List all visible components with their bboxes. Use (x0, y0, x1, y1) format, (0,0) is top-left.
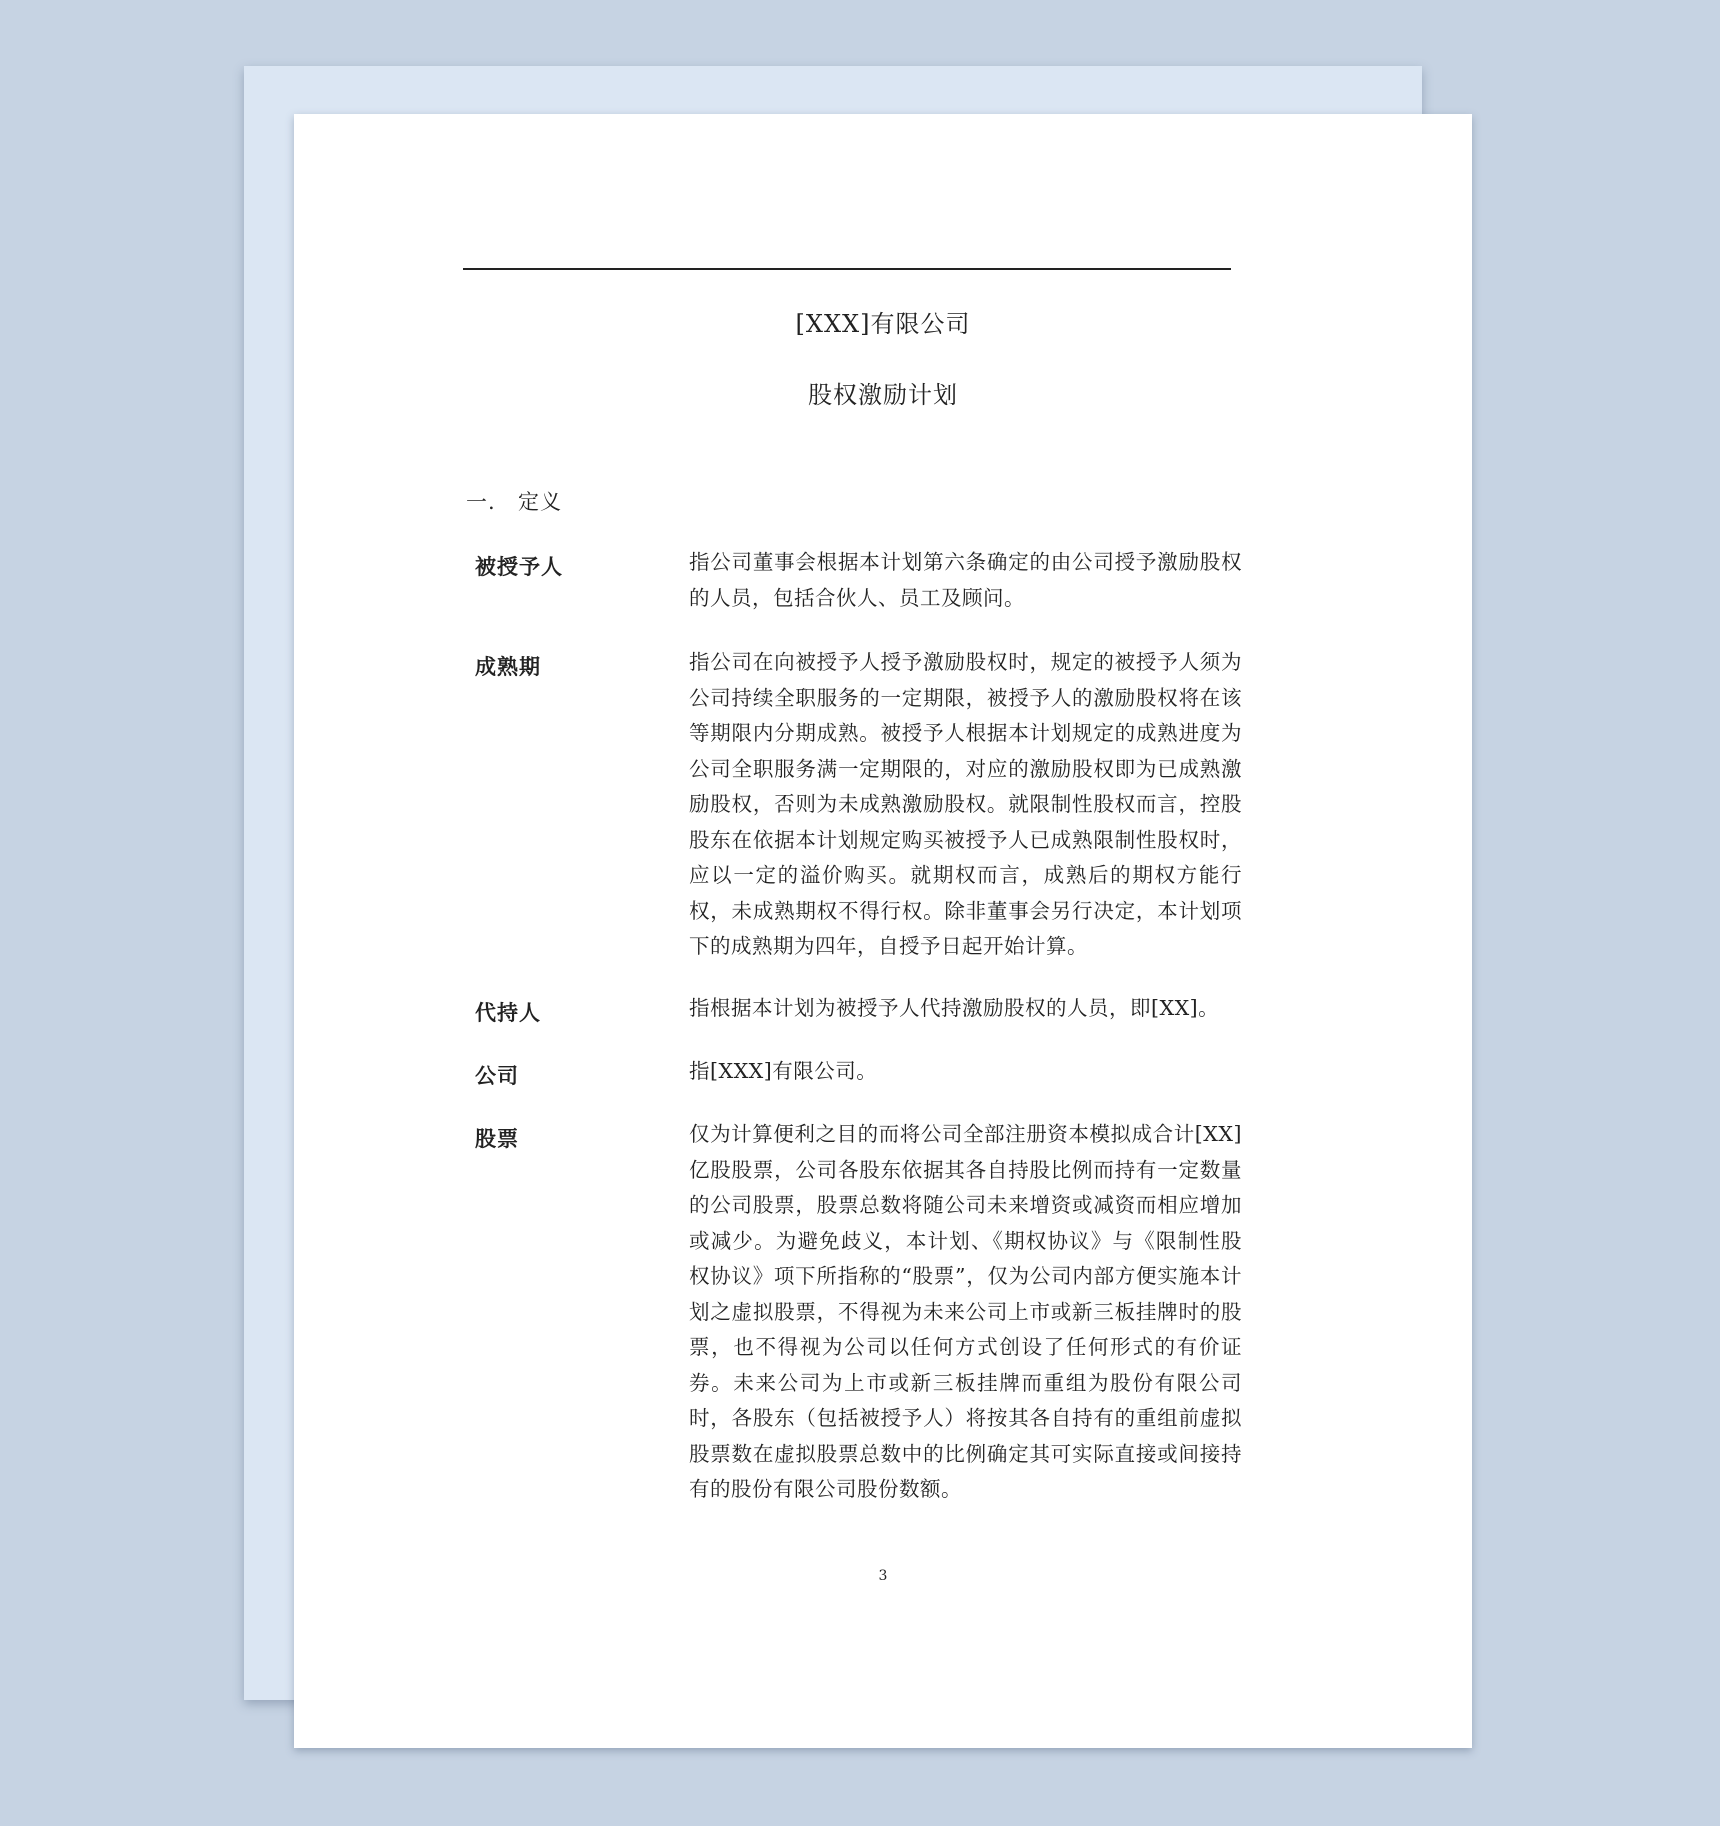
term-definition: 仅为计算便利之目的而将公司全部注册资本模拟成合计[XX]亿股股票，公司各股东依据其各自持股比例而持有一定数量的公司股票，股票总数将随公司未来增资或减资而相应增加或减少。为避免歧义，本计划、《期权协议》与《限制性股权协议》项下所指称的“股票”，仅为公司内部方便实施本计划之虚拟股票，不得视为未来公司上市或新三板挂牌时的股票，也不得视为公司以任何方式创设了任何形式的有价证券。未来公司为上市或新三板挂牌而重组为股份有限公司时，各股东（包括被授予人）将按其各自持有的重组前虚拟股票数在虚拟股票总数中的比例确定其可实际直接或间接持有的股份有限公司股份数额。 (689, 1122, 1242, 1501)
plan-title: 股权激励计划 (808, 381, 958, 409)
term-definition: 指根据本计划为被授予人代持激励股权的人员，即[XX]。 (689, 996, 1220, 1020)
term-definition: 指公司董事会根据本计划第六条确定的由公司授予激励股权的人员，包括合伙人、员工及顾问。 (689, 550, 1242, 610)
term-label: 成熟期 (475, 654, 541, 679)
section-heading (466, 486, 562, 516)
company-title: [XXX]有限公司 (795, 310, 971, 338)
header-rule (463, 268, 1231, 270)
page-number: 3 (878, 1568, 888, 1584)
term-label: 股票 (475, 1126, 519, 1151)
term-definition: 指公司在向被授予人授予激励股权时，规定的被授予人须为公司持续全职服务的一定期限，被授予人的激励股权将在该等期限内分期成熟。被授予人根据本计划规定的成熟进度为公司全职服务满一定期限的，对应的激励股权即为已成熟激励股权，否则为未成熟激励股权。就限制性股权而言，控股股东在依据本计划规定购买被授予人已成熟限制性股权时，应以一定的溢价购买。就期权而言，成熟后的期权方能行权，未成熟期权不得行权。除非董事会另行决定，本计划项下的成熟期为四年，自授予日起开始计算。 (689, 650, 1242, 958)
document-page (294, 114, 1472, 1748)
term-label: 公司 (475, 1063, 519, 1088)
section-number: 一. (466, 490, 496, 514)
term-label: 代持人 (475, 1000, 541, 1025)
term-label: 被授予人 (475, 554, 563, 579)
section-title: 定义 (518, 490, 562, 514)
term-definition: 指[XXX]有限公司。 (689, 1059, 878, 1083)
